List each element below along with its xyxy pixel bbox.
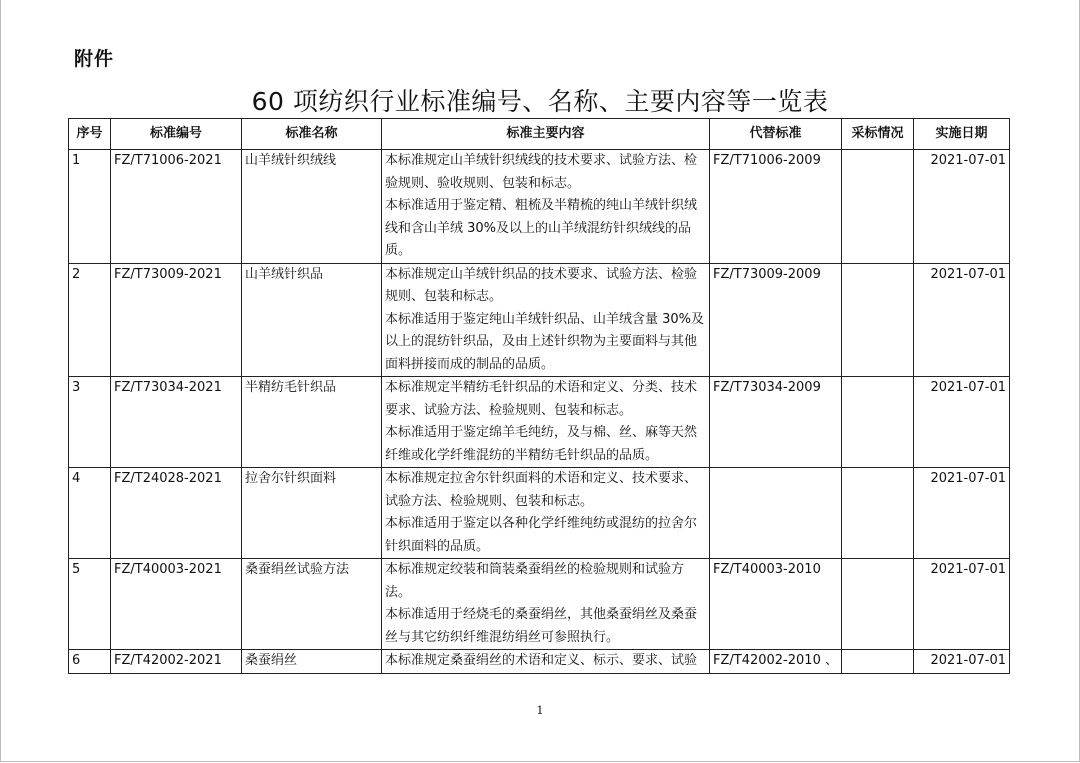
row-adoption xyxy=(842,263,914,377)
attachment-label: 附件 xyxy=(74,48,115,70)
row-content xyxy=(382,650,710,674)
document-title: 60 项纺织行业标准编号、名称、主要内容等一览表 xyxy=(251,87,829,116)
content-applicability: 本标准适用于鉴定精、粗梳及半精梳的纯山羊绒针织绒线和含山羊绒 30%及以上的山羊绒混纺针织绒线的品质。 xyxy=(385,198,698,258)
table-row xyxy=(69,377,1010,468)
row-adoption xyxy=(842,150,914,264)
table-row xyxy=(69,468,1010,559)
row-content xyxy=(382,559,710,650)
row-name: 桑蚕绢丝 xyxy=(242,650,382,674)
content-applicability: 本标准适用于鉴定绵羊毛纯纺，及与棉、丝、麻等天然纤维或化学纤维混纺的半精纺毛针织品的品质。 xyxy=(385,425,698,463)
row-name: 拉舍尔针织面料 xyxy=(242,468,382,559)
row-index: 4 xyxy=(69,468,111,559)
row-content xyxy=(382,150,710,264)
content-applicability: 本标准适用于鉴定纯山羊绒针织品、山羊绒含量 30%及以上的混纺针织品，及由上述针织物为主要面料与其他面料拼接而成的制品的品质。 xyxy=(385,311,705,372)
row-replaces xyxy=(710,468,842,559)
standards-table xyxy=(68,118,1010,674)
row-content xyxy=(382,263,710,377)
header-date: 实施日期 xyxy=(914,119,1010,150)
row-name: 山羊绒针织品 xyxy=(242,263,382,377)
row-index: 5 xyxy=(69,559,111,650)
header-index: 序号 xyxy=(69,119,111,150)
header-content: 标准主要内容 xyxy=(382,119,710,150)
row-index: 6 xyxy=(69,650,111,674)
row-adoption xyxy=(842,559,914,650)
row-code: FZ/T73009-2021 xyxy=(111,263,242,377)
row-name: 桑蚕绢丝试验方法 xyxy=(242,559,382,650)
content-scope: 本标准规定拉舍尔针织面料的术语和定义、技术要求、试验方法、检验规则、包装和标志。 xyxy=(385,471,698,509)
table-row xyxy=(69,559,1010,650)
row-name: 山羊绒针织绒线 xyxy=(242,150,382,264)
row-content xyxy=(382,377,710,468)
content-applicability: 本标准适用于经烧毛的桑蚕绢丝，其他桑蚕绢丝及桑蚕丝与其它纺织纤维混纺绢丝可参照执行。 xyxy=(385,607,698,645)
row-code: FZ/T40003-2021 xyxy=(111,559,242,650)
row-adoption xyxy=(842,468,914,559)
row-date: 2021-07-01 xyxy=(914,650,1010,674)
row-code: FZ/T24028-2021 xyxy=(111,468,242,559)
content-scope: 本标准规定绞装和筒装桑蚕绢丝的检验规则和试验方法。 xyxy=(385,562,685,600)
header-code: 标准编号 xyxy=(111,119,242,150)
row-adoption xyxy=(842,650,914,674)
row-replaces: FZ/T42002-2010 、 xyxy=(710,650,842,674)
row-content xyxy=(382,468,710,559)
table-row xyxy=(69,150,1010,264)
row-adoption xyxy=(842,377,914,468)
row-date: 2021-07-01 xyxy=(914,377,1010,468)
content-applicability: 本标准适用于鉴定以各种化学纤维纯纺或混纺的拉舍尔针织面料的品质。 xyxy=(385,516,698,554)
header-adoption: 采标情况 xyxy=(842,119,914,150)
table-row xyxy=(69,650,1010,674)
row-index: 3 xyxy=(69,377,111,468)
row-date: 2021-07-01 xyxy=(914,150,1010,264)
content-scope: 本标准规定桑蚕绢丝的术语和定义、标示、要求、试验 xyxy=(385,653,698,668)
row-replaces: FZ/T71006-2009 xyxy=(710,150,842,264)
row-index: 1 xyxy=(69,150,111,264)
page-number: 1 xyxy=(536,704,544,717)
row-date: 2021-07-01 xyxy=(914,559,1010,650)
row-replaces: FZ/T73034-2009 xyxy=(710,377,842,468)
row-replaces: FZ/T73009-2009 xyxy=(710,263,842,377)
row-code: FZ/T71006-2021 xyxy=(111,150,242,264)
row-replaces: FZ/T40003-2010 xyxy=(710,559,842,650)
content-scope: 本标准规定山羊绒针织绒线的技术要求、试验方法、检验规则、验收规则、包装和标志。 xyxy=(385,153,698,191)
row-date: 2021-07-01 xyxy=(914,468,1010,559)
header-name: 标准名称 xyxy=(242,119,382,150)
content-scope: 本标准规定半精纺毛针织品的术语和定义、分类、技术要求、试验方法、检验规则、包装和标志。 xyxy=(385,380,698,418)
table-row xyxy=(69,263,1010,377)
content-scope: 本标准规定山羊绒针织品的技术要求、试验方法、检验规则、包装和标志。 xyxy=(385,266,698,304)
table-header-row xyxy=(69,119,1010,150)
row-code: FZ/T42002-2021 xyxy=(111,650,242,674)
header-replaces: 代替标准 xyxy=(710,119,842,150)
row-code: FZ/T73034-2021 xyxy=(111,377,242,468)
row-date: 2021-07-01 xyxy=(914,263,1010,377)
row-index: 2 xyxy=(69,263,111,377)
row-name: 半精纺毛针织品 xyxy=(242,377,382,468)
